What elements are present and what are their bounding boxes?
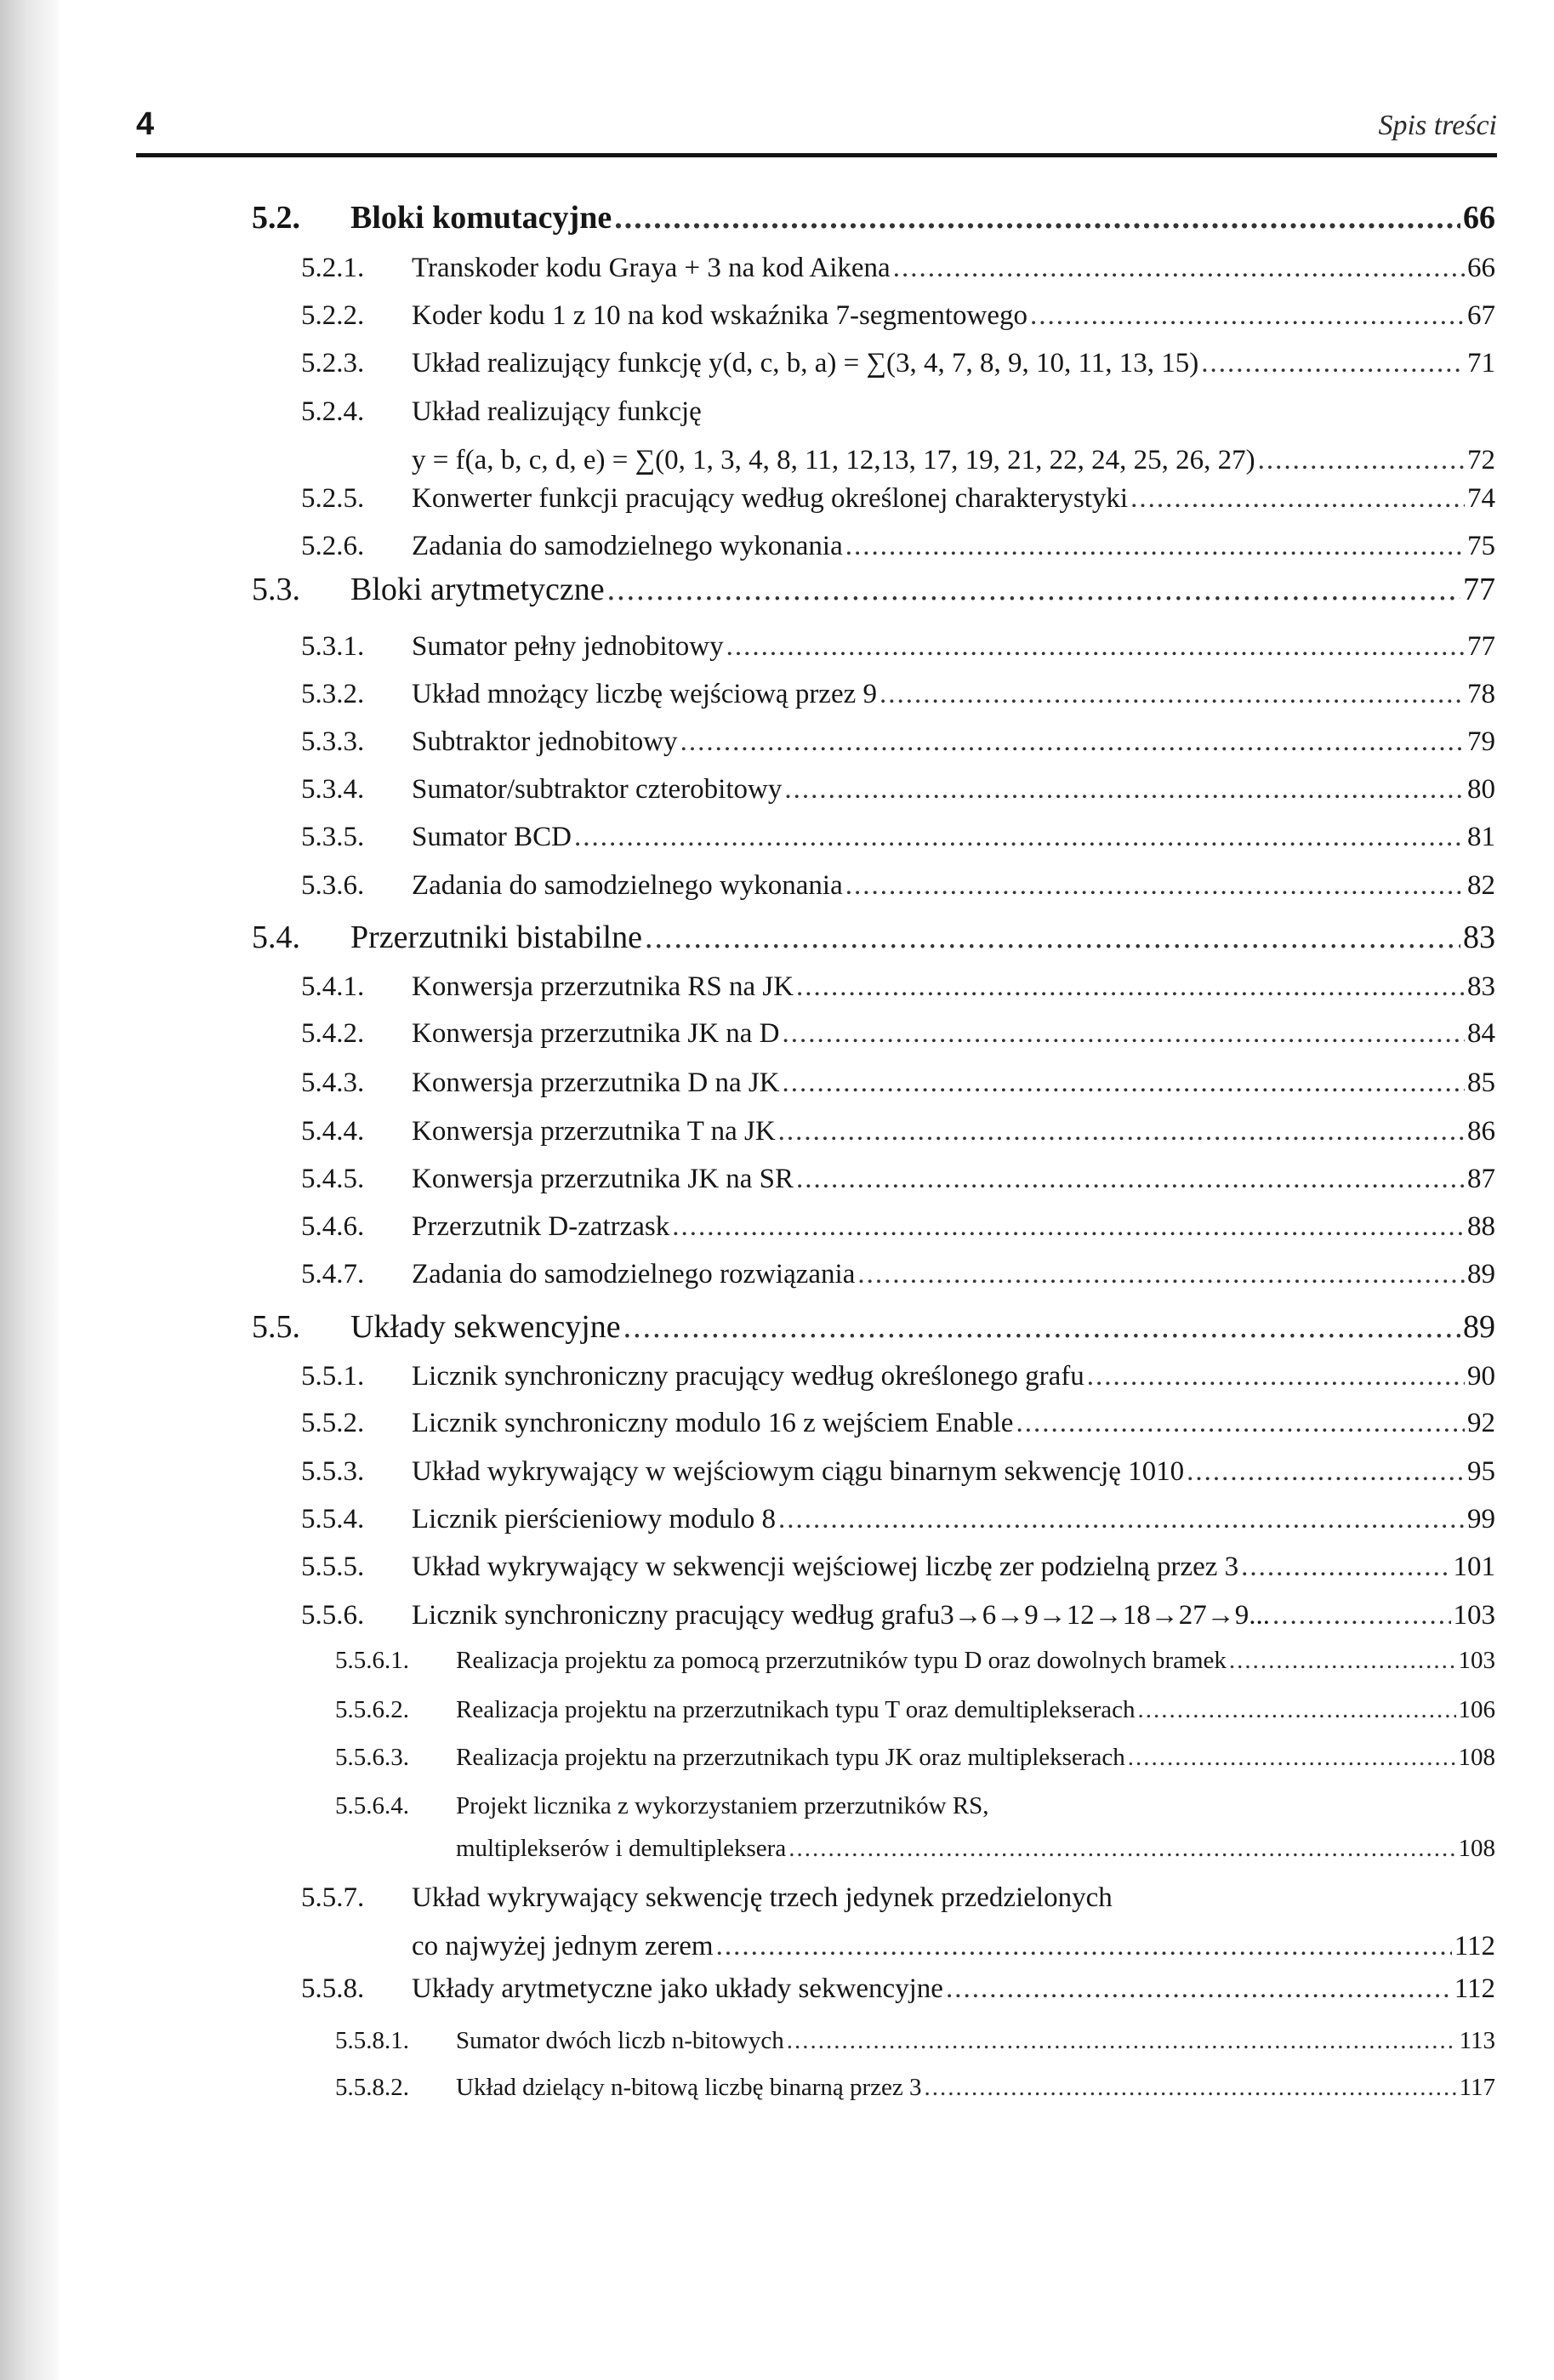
toc-entry-title: Układ wykrywający w sekwencji wejściowej liczbę zer podzielną przez 3 (412, 1552, 1239, 1582)
toc-entry-page: 95 (1467, 1456, 1495, 1487)
toc-entry-page: 87 (1467, 1164, 1495, 1194)
toc-entry-title: Bloki komutacyjne (350, 200, 612, 236)
toc-entry-title: Układy sekwencyjne (350, 1309, 621, 1345)
dot-leader (784, 771, 1465, 808)
toc-entry-title: Realizacja projektu za pomocą przerzutników typu D oraz dowolnych bramek (456, 1647, 1227, 1674)
dot-leader (787, 2024, 1457, 2058)
toc-entry-number: 5.5.5. (301, 1552, 365, 1582)
dot-leader (845, 527, 1465, 565)
dot-leader (1016, 1404, 1465, 1442)
toc-entry-number: 5.2.5. (301, 483, 365, 514)
toc-entry-page: 90 (1467, 1361, 1495, 1392)
toc-entry-page: 103 (1458, 1647, 1495, 1674)
toc-entry-number: 5.2.4. (301, 396, 365, 427)
toc-entry-number: 5.5.6.4. (335, 1792, 409, 1819)
toc-entry-page: 89 (1467, 1259, 1495, 1290)
dot-leader (778, 1113, 1465, 1150)
toc-entry-number: 5.2.1. (301, 253, 365, 283)
toc-entry-title: Konwersja przerzutnika D na JK (412, 1068, 780, 1098)
dot-leader (925, 2070, 1457, 2104)
toc-entry-page: 77 (1467, 631, 1495, 662)
dot-leader (1241, 1548, 1450, 1586)
toc-entry-page: 75 (1467, 531, 1495, 561)
toc-entry-page: 86 (1467, 1116, 1495, 1147)
dot-leader (623, 1308, 1460, 1346)
dot-leader (1087, 1358, 1465, 1395)
toc-entry-title: Licznik synchroniczny pracujący według grafu3→6→9→12→18→27→9... (412, 1600, 1270, 1631)
toc-entry-title: Przerzutnik D-zatrzask (412, 1211, 670, 1242)
toc-entry-number: 5.2.2. (301, 300, 365, 331)
toc-entry-number: 5.5.6.1. (335, 1647, 409, 1674)
toc-entry-number: 5.5.8.1. (335, 2027, 409, 2054)
toc-entry-number: 5.4.5. (301, 1164, 365, 1194)
dot-leader (716, 1927, 1452, 1965)
toc-entry-title: Sumator dwóch liczb n-bitowych (456, 2027, 784, 2054)
toc-entry-number: 5.4.3. (301, 1068, 365, 1098)
toc-entry-page: 88 (1467, 1211, 1495, 1242)
dot-leader (1138, 1693, 1456, 1727)
toc-entry-title: Konwerter funkcji pracujący według określonej charakterystyki (412, 483, 1129, 514)
toc-entry-number: 5.4.1. (301, 971, 365, 1002)
toc-entry-title: Układ wykrywający sekwencję trzech jedynek przedzielonych (412, 1882, 1113, 1913)
toc-entry-title: Układ realizujący funkcję (412, 396, 702, 427)
toc-entry-page: 67 (1467, 300, 1495, 331)
toc-entry-title: Układ dzielący n-bitową liczbę binarną przez 3 (456, 2074, 922, 2101)
toc-entry-number: 5.5.4. (301, 1504, 365, 1534)
toc-entry-title: Układ mnożący liczbę wejściową przez 9 (412, 679, 877, 709)
toc-entry-page: 103 (1453, 1600, 1495, 1631)
dot-leader (574, 818, 1465, 856)
toc-entry-page: 79 (1467, 726, 1495, 757)
toc-entry-number: 5.2. (252, 200, 300, 236)
toc-entry-page: 83 (1467, 971, 1495, 1002)
toc-entry-title: Sumator pełny jednobitowy (412, 631, 724, 662)
dot-leader (1272, 1597, 1451, 1634)
toc-entry-title-continued: co najwyżej jednym zerem (412, 1931, 714, 1962)
toc-entry-title: Konwersja przerzutnika RS na JK (412, 971, 794, 1002)
toc-entry-title: Licznik synchroniczny pracujący według określonego grafu (412, 1361, 1084, 1392)
toc-entry-page: 71 (1467, 348, 1495, 379)
toc-entry-title: Transkoder kodu Graya + 3 na kod Aikena (412, 253, 891, 283)
toc-entry-title: Konwersja przerzutnika JK na D (412, 1018, 780, 1049)
toc-entry-title: Subtraktor jednobitowy (412, 726, 678, 757)
dot-leader (778, 1500, 1465, 1538)
dot-leader (614, 199, 1460, 236)
dot-leader (783, 1064, 1465, 1102)
toc-entry-title: Projekt licznika z wykorzystaniem przerzutników RS, (456, 1792, 989, 1819)
toc-entry-page: 92 (1467, 1408, 1495, 1438)
toc-entry-title-continued: multiplekserów i demultipleksera (456, 1835, 787, 1862)
toc-entry-number: 5.2.6. (301, 531, 365, 561)
toc-entry-title: Zadania do samodzielnego rozwiązania (412, 1259, 856, 1290)
dot-leader (857, 1255, 1465, 1293)
dot-leader (1258, 441, 1465, 479)
dot-leader (607, 571, 1460, 608)
dot-leader (796, 1160, 1465, 1198)
toc-entry-page: 85 (1467, 1068, 1495, 1098)
toc-entry-number: 5.4.6. (301, 1211, 365, 1242)
toc-entry-title: Układ realizujący funkcję y(d, c, b, a) = ∑(3, 4, 7, 8, 9, 10, 11, 13, 15) (412, 348, 1199, 379)
toc-entry-page: 89 (1463, 1309, 1495, 1345)
toc-entry-number: 5.5.7. (301, 1882, 365, 1913)
toc-entry-page: 80 (1467, 774, 1495, 805)
toc-entry-page: 77 (1463, 572, 1495, 607)
toc-entry-title: Bloki arytmetyczne (350, 572, 605, 607)
toc-entry-number: 5.5.8.2. (335, 2074, 409, 2101)
dot-leader (726, 628, 1465, 665)
toc-entry-page: 83 (1463, 920, 1495, 955)
dot-leader (796, 968, 1465, 1005)
toc-entry-number: 5.3.6. (301, 870, 365, 901)
dot-leader (879, 675, 1465, 713)
toc-entry-page: 113 (1459, 2027, 1495, 2054)
dot-leader (645, 919, 1460, 956)
toc-entry-page: 66 (1463, 200, 1495, 236)
toc-entry-number: 5.5.1. (301, 1361, 365, 1392)
toc-entry-page: 112 (1454, 1931, 1495, 1962)
toc-entry-number: 5.5.6.2. (335, 1696, 409, 1723)
toc-entry-title: Układ wykrywający w wejściowym ciągu binarnym sekwencję 1010 (412, 1456, 1185, 1487)
toc-entry-number: 5.3.2. (301, 679, 365, 709)
toc-entry-number: 5.4.7. (301, 1259, 365, 1290)
toc-entry-title: Zadania do samodzielnego wykonania (412, 531, 843, 561)
dot-leader (672, 1208, 1465, 1245)
dot-leader (788, 1831, 1455, 1865)
toc-entry-title: Licznik synchroniczny modulo 16 z wejściem Enable (412, 1408, 1014, 1438)
toc-entry-title: Przerzutniki bistabilne (350, 920, 642, 955)
toc-entry-title-continued: y = f(a, b, c, d, e) = ∑(0, 1, 3, 4, 8, 11, 12,13, 17, 19, 21, 22, 24, 25, 26, 27) (412, 445, 1255, 475)
dot-leader (1201, 344, 1465, 382)
toc-entry-title: Koder kodu 1 z 10 na kod wskaźnika 7-segmentowego (412, 300, 1027, 331)
dot-leader (893, 249, 1465, 287)
toc-entry-page: 101 (1453, 1552, 1495, 1582)
page-number: 4 (136, 106, 155, 142)
toc-entry-page: 99 (1467, 1504, 1495, 1534)
toc-entry-number: 5.3.1. (301, 631, 365, 662)
toc-entry-number: 5.3.3. (301, 726, 365, 757)
toc-entry-title: Konwersja przerzutnika JK na SR (412, 1164, 794, 1194)
toc-entry-number: 5.3. (252, 572, 300, 607)
toc-entry-title: Sumator BCD (412, 822, 572, 852)
dot-leader (1229, 1643, 1456, 1677)
dot-leader (1128, 1740, 1456, 1774)
dot-leader (946, 1970, 1452, 2007)
toc-entry-page: 112 (1454, 1973, 1495, 2004)
dot-leader (1187, 1453, 1465, 1490)
toc-entry-page: 74 (1467, 483, 1495, 514)
running-title: Spis treści (1378, 110, 1497, 141)
toc-entry-title: Realizacja projektu na przerzutnikach typu JK oraz multiplekserach (456, 1744, 1125, 1771)
dot-leader (1030, 297, 1465, 334)
toc-entry-number: 5.5. (252, 1309, 300, 1345)
toc-entry-number: 5.4. (252, 920, 300, 955)
toc-entry-title: Układy arytmetyczne jako układy sekwencyjne (412, 1973, 943, 2004)
toc-entry-page: 81 (1467, 822, 1495, 852)
toc-entry-number: 5.5.6.3. (335, 1744, 409, 1771)
toc-entry-number: 5.5.2. (301, 1408, 365, 1438)
toc-entry-page: 108 (1458, 1744, 1495, 1771)
toc-entry-page: 72 (1467, 445, 1495, 475)
toc-entry-page: 108 (1458, 1835, 1495, 1862)
toc-entry-number: 5.3.4. (301, 774, 365, 805)
toc-entry-number: 5.5.3. (301, 1456, 365, 1487)
toc-entry-number: 5.5.6. (301, 1600, 365, 1631)
toc-entry-number: 5.3.5. (301, 822, 365, 852)
dot-leader (680, 723, 1465, 760)
toc-entry-title: Zadania do samodzielnego wykonania (412, 870, 843, 901)
toc-entry-title: Licznik pierścieniowy modulo 8 (412, 1504, 776, 1534)
dot-leader (783, 1015, 1465, 1052)
toc-entry-number: 5.5.8. (301, 1973, 365, 2004)
toc-entry-number: 5.4.2. (301, 1018, 365, 1049)
toc-entry-title: Realizacja projektu na przerzutnikach typu T oraz demultiplekserach (456, 1696, 1136, 1723)
toc-entry-page: 66 (1467, 253, 1495, 283)
toc-entry-page: 78 (1467, 679, 1495, 709)
toc-entry-number: 5.4.4. (301, 1116, 365, 1147)
toc-entry-page: 82 (1467, 870, 1495, 901)
toc-entry-title: Konwersja przerzutnika T na JK (412, 1116, 776, 1147)
toc-entry-page: 106 (1458, 1696, 1495, 1723)
dot-leader (845, 867, 1465, 904)
toc-entry-number: 5.2.3. (301, 348, 365, 379)
dot-leader (1130, 480, 1465, 517)
toc-entry-page: 117 (1459, 2074, 1495, 2101)
toc-entry-title: Sumator/subtraktor czterobitowy (412, 774, 783, 805)
toc-entry-page: 84 (1467, 1018, 1495, 1049)
